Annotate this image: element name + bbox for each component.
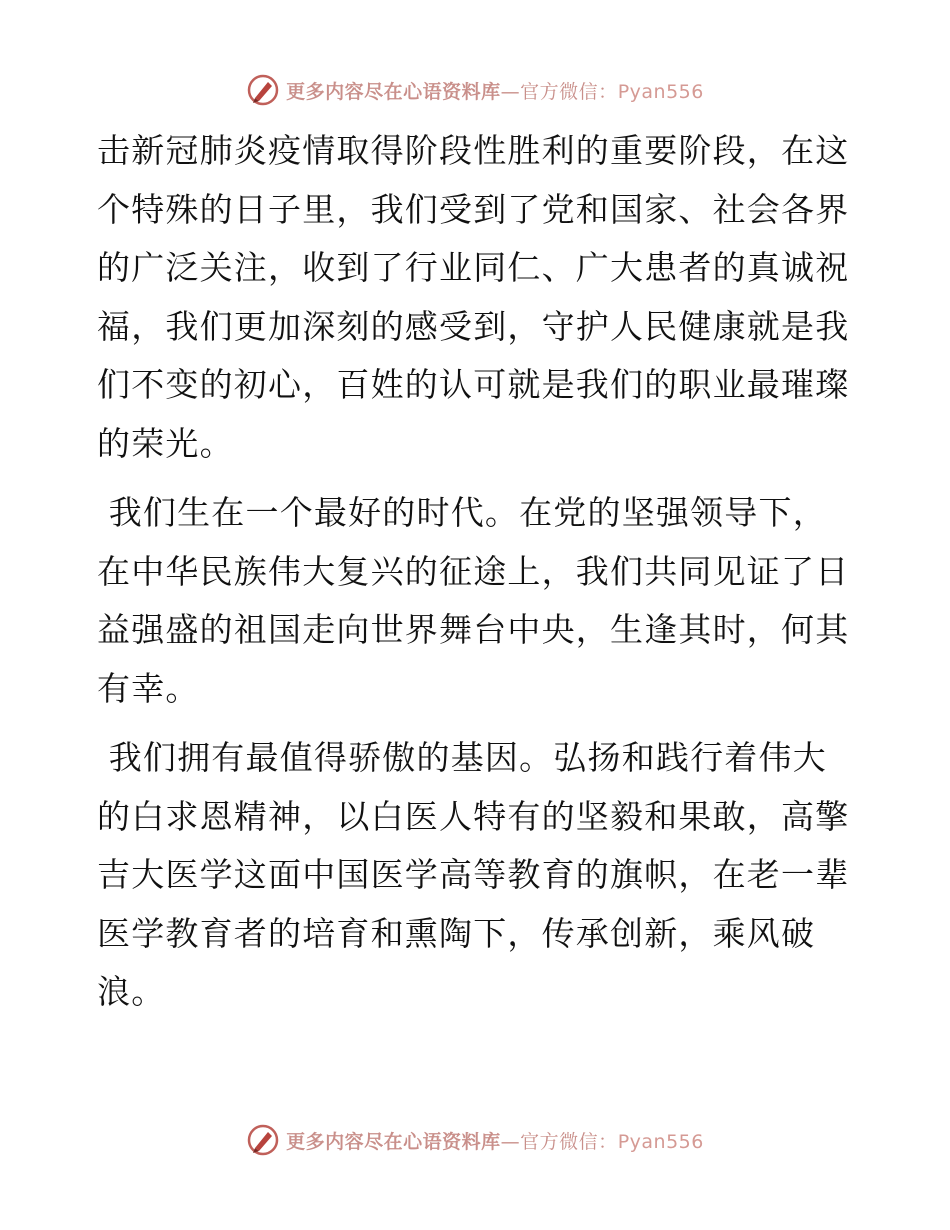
watermark-name: 更多内容尽在心语资料库 bbox=[286, 80, 501, 103]
watermark-brand: Pyan556 bbox=[617, 1130, 704, 1153]
watermark-channel: 官方微信： bbox=[520, 1130, 618, 1153]
watermark-brand: Pyan556 bbox=[617, 80, 704, 103]
header-watermark bbox=[0, 70, 950, 110]
watermark-separator: — bbox=[500, 80, 521, 103]
footer-watermark bbox=[0, 1120, 950, 1160]
watermark-separator: — bbox=[500, 1130, 521, 1153]
pen-logo-icon bbox=[246, 73, 280, 107]
paragraph-1: 击新冠肺炎疫情取得阶段性胜利的重要阶段，在这个特殊的日子里，我们受到了党和国家、社会各界的广泛关注，收到了行业同仁、广大患者的真诚祝福，我们更加深刻的感受到，守护人民健康就是我们不变的初心，百姓的认可就是我们的职业最璀璨的荣光。 bbox=[97, 131, 850, 463]
document-body bbox=[97, 122, 857, 1022]
watermark-name: 更多内容尽在心语资料库 bbox=[286, 1130, 501, 1153]
pen-logo-icon bbox=[246, 1123, 280, 1157]
watermark-channel: 官方微信： bbox=[520, 80, 618, 103]
paragraph-2: 我们生在一个最好的时代。在党的坚强领导下， 在中华民族伟大复兴的征途上，我们共同见证了日益强盛的祖国走向世界舞台中央，生逢其时，何其有幸。 bbox=[97, 493, 850, 708]
paragraph-3: 我们拥有最值得骄傲的基因。弘扬和践行着伟大的白求恩精神，以白医人特有的坚毅和果敢，高擎吉大医学这面中国医学高等教育的旗帜，在老一辈医学教育者的培育和熏陶下，传承创新，乘风破浪。 bbox=[97, 738, 850, 1011]
watermark-text bbox=[286, 77, 704, 104]
watermark-text bbox=[286, 1127, 704, 1154]
